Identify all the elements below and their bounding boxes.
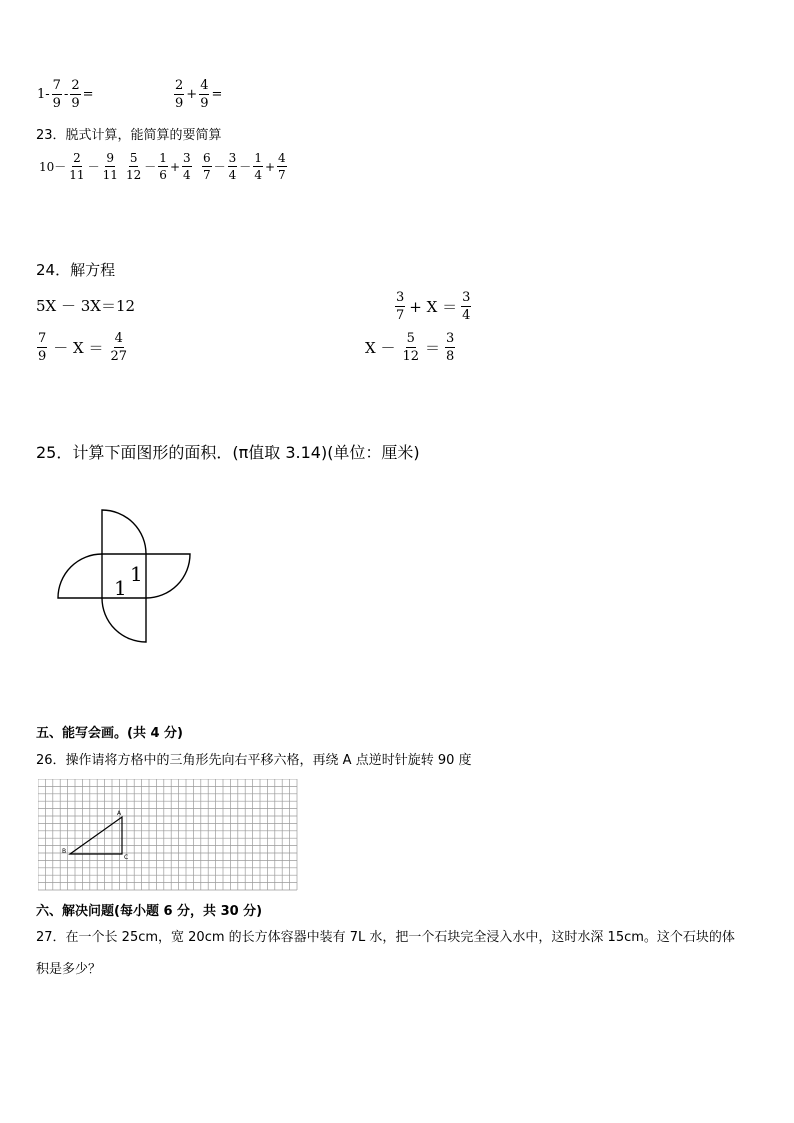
numerator: 4	[200, 78, 209, 93]
fraction	[277, 152, 287, 181]
fraction	[253, 152, 263, 181]
denominator: 9	[52, 96, 61, 111]
top-petal	[102, 510, 146, 554]
fraction	[68, 152, 85, 181]
q23-expression-3	[201, 152, 288, 181]
q24-title: 24．解方程	[36, 261, 116, 279]
denominator: 12	[126, 168, 142, 182]
expr-lead: 1-	[37, 87, 50, 102]
pinwheel-figure	[50, 502, 200, 647]
q24-equation-2	[394, 291, 472, 322]
numerator: 4	[278, 151, 286, 165]
denominator: 7	[396, 308, 405, 323]
section-6-title: 六、解决问题(每小题 6 分，共 30 分)	[36, 904, 263, 919]
operator: -	[63, 87, 69, 102]
fraction	[110, 332, 129, 363]
fraction	[37, 332, 47, 363]
q22-expression-2	[173, 79, 223, 110]
denominator: 4	[462, 308, 471, 323]
fraction	[445, 332, 455, 363]
fraction	[395, 291, 405, 322]
denominator: 4	[183, 168, 191, 182]
denominator: 27	[110, 349, 128, 364]
operator: －	[239, 160, 252, 174]
q22-expression-1	[36, 79, 95, 110]
right-petal	[146, 554, 190, 598]
equation-middle: － X ＝	[53, 339, 104, 357]
numerator: 5	[129, 151, 138, 165]
numerator: 3	[462, 290, 471, 305]
denominator: 4	[254, 168, 262, 182]
q27-text-line-1: 27．在一个长 25cm，宽 20cm 的长方体容器中装有 7L 水，把一个石块完全浸入水中，这时水深 15cm。这个石块的体	[36, 930, 735, 945]
equals-sign: =	[211, 87, 223, 102]
fraction	[70, 79, 80, 110]
equals-sign: ＝	[425, 339, 441, 357]
point-b-label: B	[62, 848, 67, 855]
denominator: 11	[69, 168, 85, 182]
dimension-label: 1	[114, 576, 127, 600]
denominator: 11	[102, 168, 118, 182]
operator: －	[144, 160, 157, 174]
operator: +	[264, 159, 276, 174]
numerator: 3	[228, 151, 237, 165]
denominator: 7	[203, 168, 211, 182]
bottom-petal	[102, 598, 146, 642]
fraction	[461, 291, 471, 322]
numerator: 7	[38, 331, 47, 346]
numerator: 4	[114, 331, 123, 346]
numerator: 1	[254, 151, 262, 165]
dimension-label: 1	[130, 562, 143, 586]
fraction	[52, 79, 62, 110]
q24-equation-1: 5X － 3X＝12	[36, 297, 136, 315]
numerator: 3	[446, 331, 455, 346]
q23-title: 23．脱式计算，能简算的要简算	[36, 128, 222, 143]
fraction	[228, 152, 238, 181]
equation-middle: + X ＝	[409, 298, 458, 316]
equals-sign: =	[82, 87, 94, 102]
q27-text-line-2: 积是多少？	[36, 962, 102, 977]
q24-equation-4	[364, 332, 456, 363]
denominator: 7	[278, 168, 286, 182]
numerator: 2	[175, 78, 184, 93]
numerator: 7	[52, 78, 61, 93]
q24-equation-3	[36, 332, 129, 363]
fraction	[202, 152, 212, 181]
denominator: 8	[446, 349, 455, 364]
denominator: 12	[402, 349, 419, 364]
numerator: 2	[73, 151, 81, 165]
denominator: 9	[38, 349, 47, 364]
fraction	[401, 332, 420, 363]
fraction	[174, 79, 184, 110]
q23-expression-1	[38, 152, 120, 181]
numerator: 5	[406, 331, 415, 346]
numerator: 2	[71, 78, 80, 93]
operator: +	[169, 159, 180, 174]
operator: +	[186, 87, 198, 102]
fraction	[182, 152, 192, 181]
fraction	[102, 152, 119, 181]
fraction	[199, 79, 209, 110]
left-petal	[58, 554, 102, 598]
denominator: 9	[200, 96, 209, 111]
operator: －	[87, 160, 100, 174]
q23-expression-2	[124, 152, 193, 181]
section-5-title: 五、能写会画。(共 4 分)	[36, 726, 183, 741]
numerator: 1	[159, 151, 167, 165]
operator: －	[213, 160, 226, 174]
denominator: 4	[228, 168, 237, 182]
numerator: 6	[203, 151, 211, 165]
numerator: 3	[396, 290, 405, 305]
triangle	[70, 817, 122, 854]
fraction	[125, 152, 142, 181]
q25-title: 25．计算下面图形的面积．(π值取 3.14)(单位：厘米)	[36, 443, 420, 462]
point-a-label: A	[117, 810, 122, 817]
q26-title: 26．操作请将方格中的三角形先向右平移六格，再绕 A 点逆时针旋转 90 度	[36, 753, 472, 768]
denominator: 6	[159, 168, 167, 182]
equation-lead: X －	[365, 339, 396, 357]
square-grid	[38, 779, 300, 891]
denominator: 9	[71, 96, 80, 111]
numerator: 9	[106, 151, 115, 165]
numerator: 3	[183, 151, 191, 165]
denominator: 9	[175, 96, 184, 111]
point-c-label: C	[124, 854, 129, 861]
fraction	[158, 152, 168, 181]
expr-lead: 10－	[39, 160, 67, 174]
